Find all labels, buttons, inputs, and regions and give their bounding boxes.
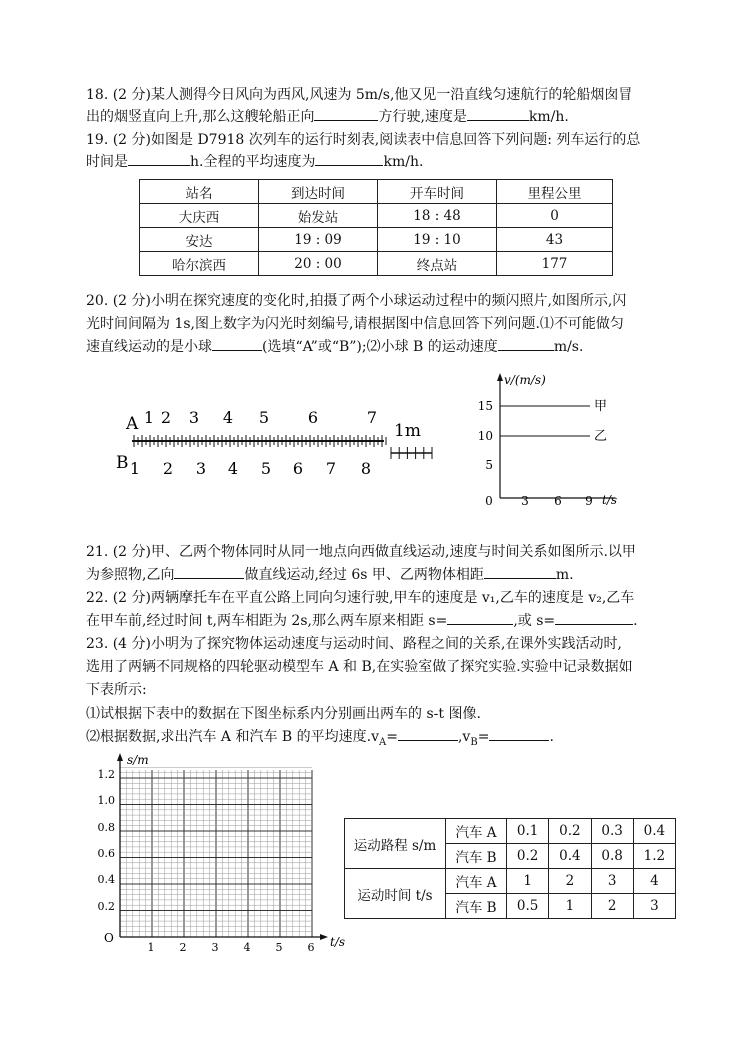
- strobe-mark-a: 3: [188, 408, 200, 427]
- series-jia-label: 甲: [594, 399, 608, 414]
- table-cell: 3: [633, 894, 675, 919]
- ball-b-label: B: [116, 453, 129, 473]
- table-cell: 43: [497, 228, 613, 252]
- scale-label: 1m: [394, 421, 421, 441]
- st-x-tick: 1: [147, 941, 155, 954]
- q19-text-a: 时间是: [86, 154, 128, 170]
- st-x-tick: 2: [179, 941, 187, 954]
- q19-blank-time[interactable]: [128, 151, 190, 166]
- table-cell: 0.8: [591, 844, 633, 869]
- q20-line3: [86, 336, 686, 358]
- st-y-tick: 1.2: [97, 768, 115, 781]
- q18-text-c: km/h.: [528, 109, 569, 125]
- st-grid-figure: [90, 750, 360, 960]
- vt-y-tick: 5: [485, 458, 493, 472]
- st-y-arrow: [117, 753, 123, 761]
- q22-blank-s1[interactable]: [447, 610, 513, 625]
- q20-text-c: m/s.: [553, 339, 584, 355]
- q21-text-c: m.: [555, 567, 574, 583]
- table-cell: 2: [549, 869, 591, 894]
- q22-text-c: .: [633, 613, 638, 629]
- strobe-mark-a: 6: [307, 408, 319, 427]
- st-x-label: t/s: [330, 935, 346, 949]
- table-cell: 1: [549, 894, 591, 919]
- strobe-mark-a: 5: [258, 408, 270, 427]
- q19-text-c: km/h.: [383, 154, 424, 170]
- q23-line4: ⑴试根据下表中的数据在下图坐标系内分别画出两车的 s-t 图像.: [86, 706, 481, 722]
- q18-blank-direction[interactable]: [314, 106, 378, 121]
- strobe-mark-b: 8: [360, 459, 372, 478]
- table-header-cell: 站名: [140, 180, 259, 204]
- table-cell: 大庆西: [140, 204, 259, 228]
- velocity-time-graph: [470, 370, 630, 510]
- st-y-tick: 1.0: [97, 794, 115, 807]
- table-cell: 0: [497, 204, 613, 228]
- vt-x-tick: 3: [521, 494, 529, 508]
- strobe-mark-a: 2: [160, 408, 172, 427]
- q19-line2: [86, 151, 686, 173]
- q22-line2: [86, 610, 686, 632]
- grid-lines: [120, 767, 312, 937]
- vt-y-arrow: [497, 373, 503, 381]
- strobe-mark-a: 1: [143, 408, 155, 427]
- q21-text-a: 为参照物,乙向: [86, 567, 175, 583]
- table-cell: 19 : 09: [259, 228, 378, 252]
- strobe-mark-a: 7: [366, 408, 378, 427]
- st-y-tick: 0.8: [97, 821, 115, 834]
- vt-x-tick: 9: [585, 494, 593, 508]
- q20-text-a: 速直线运动的是小球: [86, 339, 212, 355]
- strobe-mark-b: 7: [325, 459, 337, 478]
- car-label: 汽车 A: [446, 869, 507, 894]
- table-header-cell: 到达时间: [259, 180, 378, 204]
- q23-line3: 下表所示:: [86, 682, 147, 698]
- train-timetable: [139, 179, 613, 276]
- vt-y-tick: 15: [477, 399, 493, 413]
- st-y-label: s/m: [127, 753, 149, 767]
- q23-text-b: =: [386, 729, 398, 745]
- row-label-distance: 运动路程 s/m: [345, 819, 446, 869]
- q22-text-a: 在甲车前,经过时间 t,两车相距为 2s,那么两车原来相距 s=: [86, 613, 448, 629]
- table-cell: 177: [497, 252, 613, 276]
- ball-a-marks: [144, 408, 377, 427]
- st-origin-label: O: [104, 931, 114, 945]
- q20-blank-ball[interactable]: [212, 336, 262, 351]
- q20-text-b: (选填“A”或“B”);⑵小球 B 的运动速度: [262, 339, 498, 355]
- st-x-arrow: [320, 934, 328, 940]
- table-header-cell: 开车时间: [378, 180, 497, 204]
- q23-blank-va[interactable]: [398, 726, 458, 741]
- q21-blank-direction[interactable]: [174, 564, 244, 579]
- table-row: [140, 228, 613, 252]
- q19-line1: 19. (2 分)如图是 D7918 次列车的运行时刻表,阅读表中信息回答下列问题: 列车运行的总: [86, 132, 641, 148]
- strobe-mark-b: 5: [260, 459, 272, 478]
- q21-line2: [86, 564, 686, 586]
- q21-blank-distance[interactable]: [484, 564, 556, 579]
- q20-line1: 20. (2 分)小明在探究速度的变化时,拍摄了两个小球运动过程中的频闪照片,如图所示,闪: [86, 293, 627, 309]
- st-y-tick: 0.4: [97, 873, 115, 886]
- q19-text-b: h.全程的平均速度为: [190, 154, 316, 170]
- strobe-mark-b: 4: [227, 459, 239, 478]
- table-row: [345, 869, 676, 894]
- table-cell: 19 : 10: [378, 228, 497, 252]
- car-label: 汽车 A: [446, 819, 507, 844]
- q23-text-c: ,v: [457, 729, 471, 745]
- table-cell: 0.3: [591, 819, 633, 844]
- q20-blank-speed[interactable]: [498, 336, 554, 351]
- q23-blank-vb[interactable]: [489, 726, 549, 741]
- table-cell: 4: [633, 869, 675, 894]
- table-cell: 0.2: [507, 844, 549, 869]
- table-row: [140, 252, 613, 276]
- ball-b-marks: [130, 459, 371, 478]
- st-x-tick: 4: [243, 941, 251, 954]
- q20-line2: 光时间间隔为 1s,图上数字为闪光时刻编号,请根据图中信息回答下列问题.⑴不可能做匀: [86, 316, 624, 332]
- q18-line2: [86, 106, 686, 128]
- table-cell: 0.4: [633, 819, 675, 844]
- q18-text-a: 出的烟竖直向上升,那么这艘轮船正向: [86, 109, 315, 125]
- table-cell: 安达: [140, 228, 259, 252]
- q23-text-e: .: [549, 729, 554, 745]
- q23-sub-a: A: [379, 736, 387, 748]
- st-x-tick: 6: [307, 941, 315, 954]
- table-cell: 0.1: [507, 819, 549, 844]
- table-cell: 0.2: [549, 819, 591, 844]
- table-cell: 1: [507, 869, 549, 894]
- strobe-photo-figure: [110, 398, 450, 478]
- car-label: 汽车 B: [446, 844, 507, 869]
- row-label-time: 运动时间 t/s: [345, 869, 446, 919]
- table-cell: 18 : 48: [378, 204, 497, 228]
- st-x-tick: 5: [275, 941, 283, 954]
- q18-text-b: 方行驶,速度是: [378, 109, 467, 125]
- q22-blank-s2[interactable]: [555, 610, 633, 625]
- st-x-tick: 3: [211, 941, 219, 954]
- q18-blank-speed[interactable]: [467, 106, 529, 121]
- vt-y-tick: 10: [477, 429, 493, 443]
- table-cell: 始发站: [259, 204, 378, 228]
- table-header-cell: 里程公里: [497, 180, 613, 204]
- q18-line1: 18. (2 分)某人测得今日风向为西风,风速为 5m/s,他又见一沿直线匀速航行的轮船烟囱冒: [86, 87, 633, 103]
- table-row: [345, 819, 676, 844]
- st-y-tick: 0.6: [97, 847, 115, 860]
- q22-line1: 22. (2 分)两辆摩托车在平直公路上同向匀速行驶,甲车的速度是 v₁,乙车的速度是 v₂,乙车: [86, 590, 635, 606]
- q23-line2: 选用了两辆不同规格的四轮驱动模型车 A 和 B,在实验室做了探究实验.实验中记录数据如: [86, 659, 633, 675]
- table-cell: 0.5: [507, 894, 549, 919]
- vt-x-label: t/s: [602, 493, 618, 507]
- table-cell: 0.4: [549, 844, 591, 869]
- q19-blank-speed[interactable]: [315, 151, 383, 166]
- q22-text-b: ,或 s=: [513, 613, 556, 629]
- table-cell: 2: [591, 894, 633, 919]
- q21-line1: 21. (2 分)甲、乙两个物体同时从同一地点向西做直线运动,速度与时间关系如图所示.以甲: [86, 544, 636, 560]
- strobe-mark-b: 3: [195, 459, 207, 478]
- strobe-mark-b: 6: [292, 459, 304, 478]
- vt-y-label: v/(m/s): [504, 373, 546, 387]
- table-cell: 1.2: [633, 844, 675, 869]
- table-cell: 3: [591, 869, 633, 894]
- experiment-data-table: [344, 818, 676, 919]
- strobe-mark-a: 4: [222, 408, 234, 427]
- q23-text-a: ⑵根据数据,求出汽车 A 和汽车 B 的平均速度.v: [86, 729, 380, 745]
- table-cell: 20 : 00: [259, 252, 378, 276]
- q23-sub-b: B: [470, 736, 478, 748]
- table-header-row: [140, 180, 613, 204]
- vt-x-tick: 6: [554, 494, 562, 508]
- table-row: [140, 204, 613, 228]
- ball-a-label: A: [126, 414, 139, 434]
- series-yi-label: 乙: [594, 429, 608, 444]
- table-cell: 哈尔滨西: [140, 252, 259, 276]
- st-y-tick: 0.2: [97, 900, 115, 913]
- table-cell: 终点站: [378, 252, 497, 276]
- strobe-mark-b: 2: [162, 459, 174, 478]
- strobe-mark-b: 1: [129, 459, 141, 478]
- q21-text-b: 做直线运动,经过 6s 甲、乙两物体相距: [244, 567, 484, 583]
- q23-line1: 23. (4 分)小明为了探究物体运动速度与运动时间、路程之间的关系,在课外实践活动时,: [86, 636, 622, 652]
- vt-x-tick: 0: [485, 494, 493, 508]
- car-label: 汽车 B: [446, 894, 507, 919]
- q23-text-d: =: [477, 729, 490, 745]
